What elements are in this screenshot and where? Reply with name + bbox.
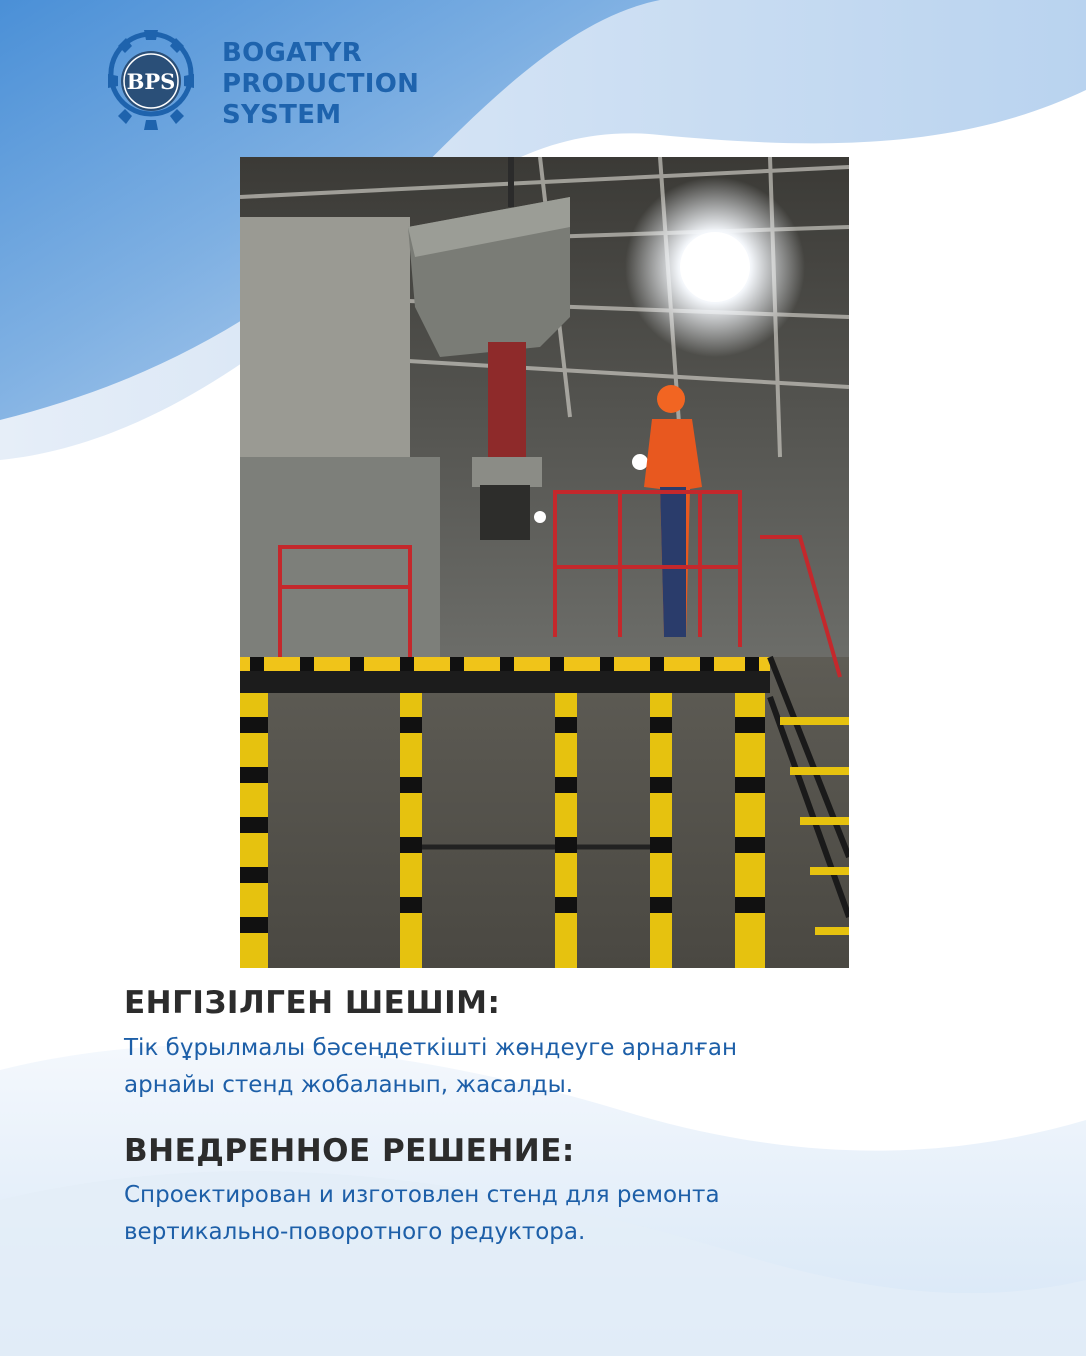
section-body-russian-line-1: Спроектирован и изготовлен стенд для ремонта [124,1182,720,1208]
section-heading-russian: ВНЕДРЕННОЕ РЕШЕНИЕ: [124,1133,575,1169]
logo-text: BPS [126,69,176,94]
section-body-kazakh-line-2: арнайы стенд жобаланып, жасалды. [124,1072,574,1098]
section-heading-kazakh: ЕНГІЗІЛГЕН ШЕШІМ: [124,985,501,1021]
section-body-kazakh [124,1030,737,1104]
brand-line-1: BOGATYR [222,38,363,68]
bps-gear-logo-icon [104,26,198,134]
section-body-russian [124,1177,720,1251]
section-body-kazakh-line-1: Тік бұрылмалы бәсеңдеткішті жөндеуге арналған [124,1035,737,1061]
brand-name [222,38,419,131]
section-body-russian-line-2: вертикально-поворотного редуктора. [124,1219,586,1245]
brand-line-3: SYSTEM [222,100,342,130]
industrial-photo [240,157,849,968]
brand-line-2: PRODUCTION [222,69,420,99]
